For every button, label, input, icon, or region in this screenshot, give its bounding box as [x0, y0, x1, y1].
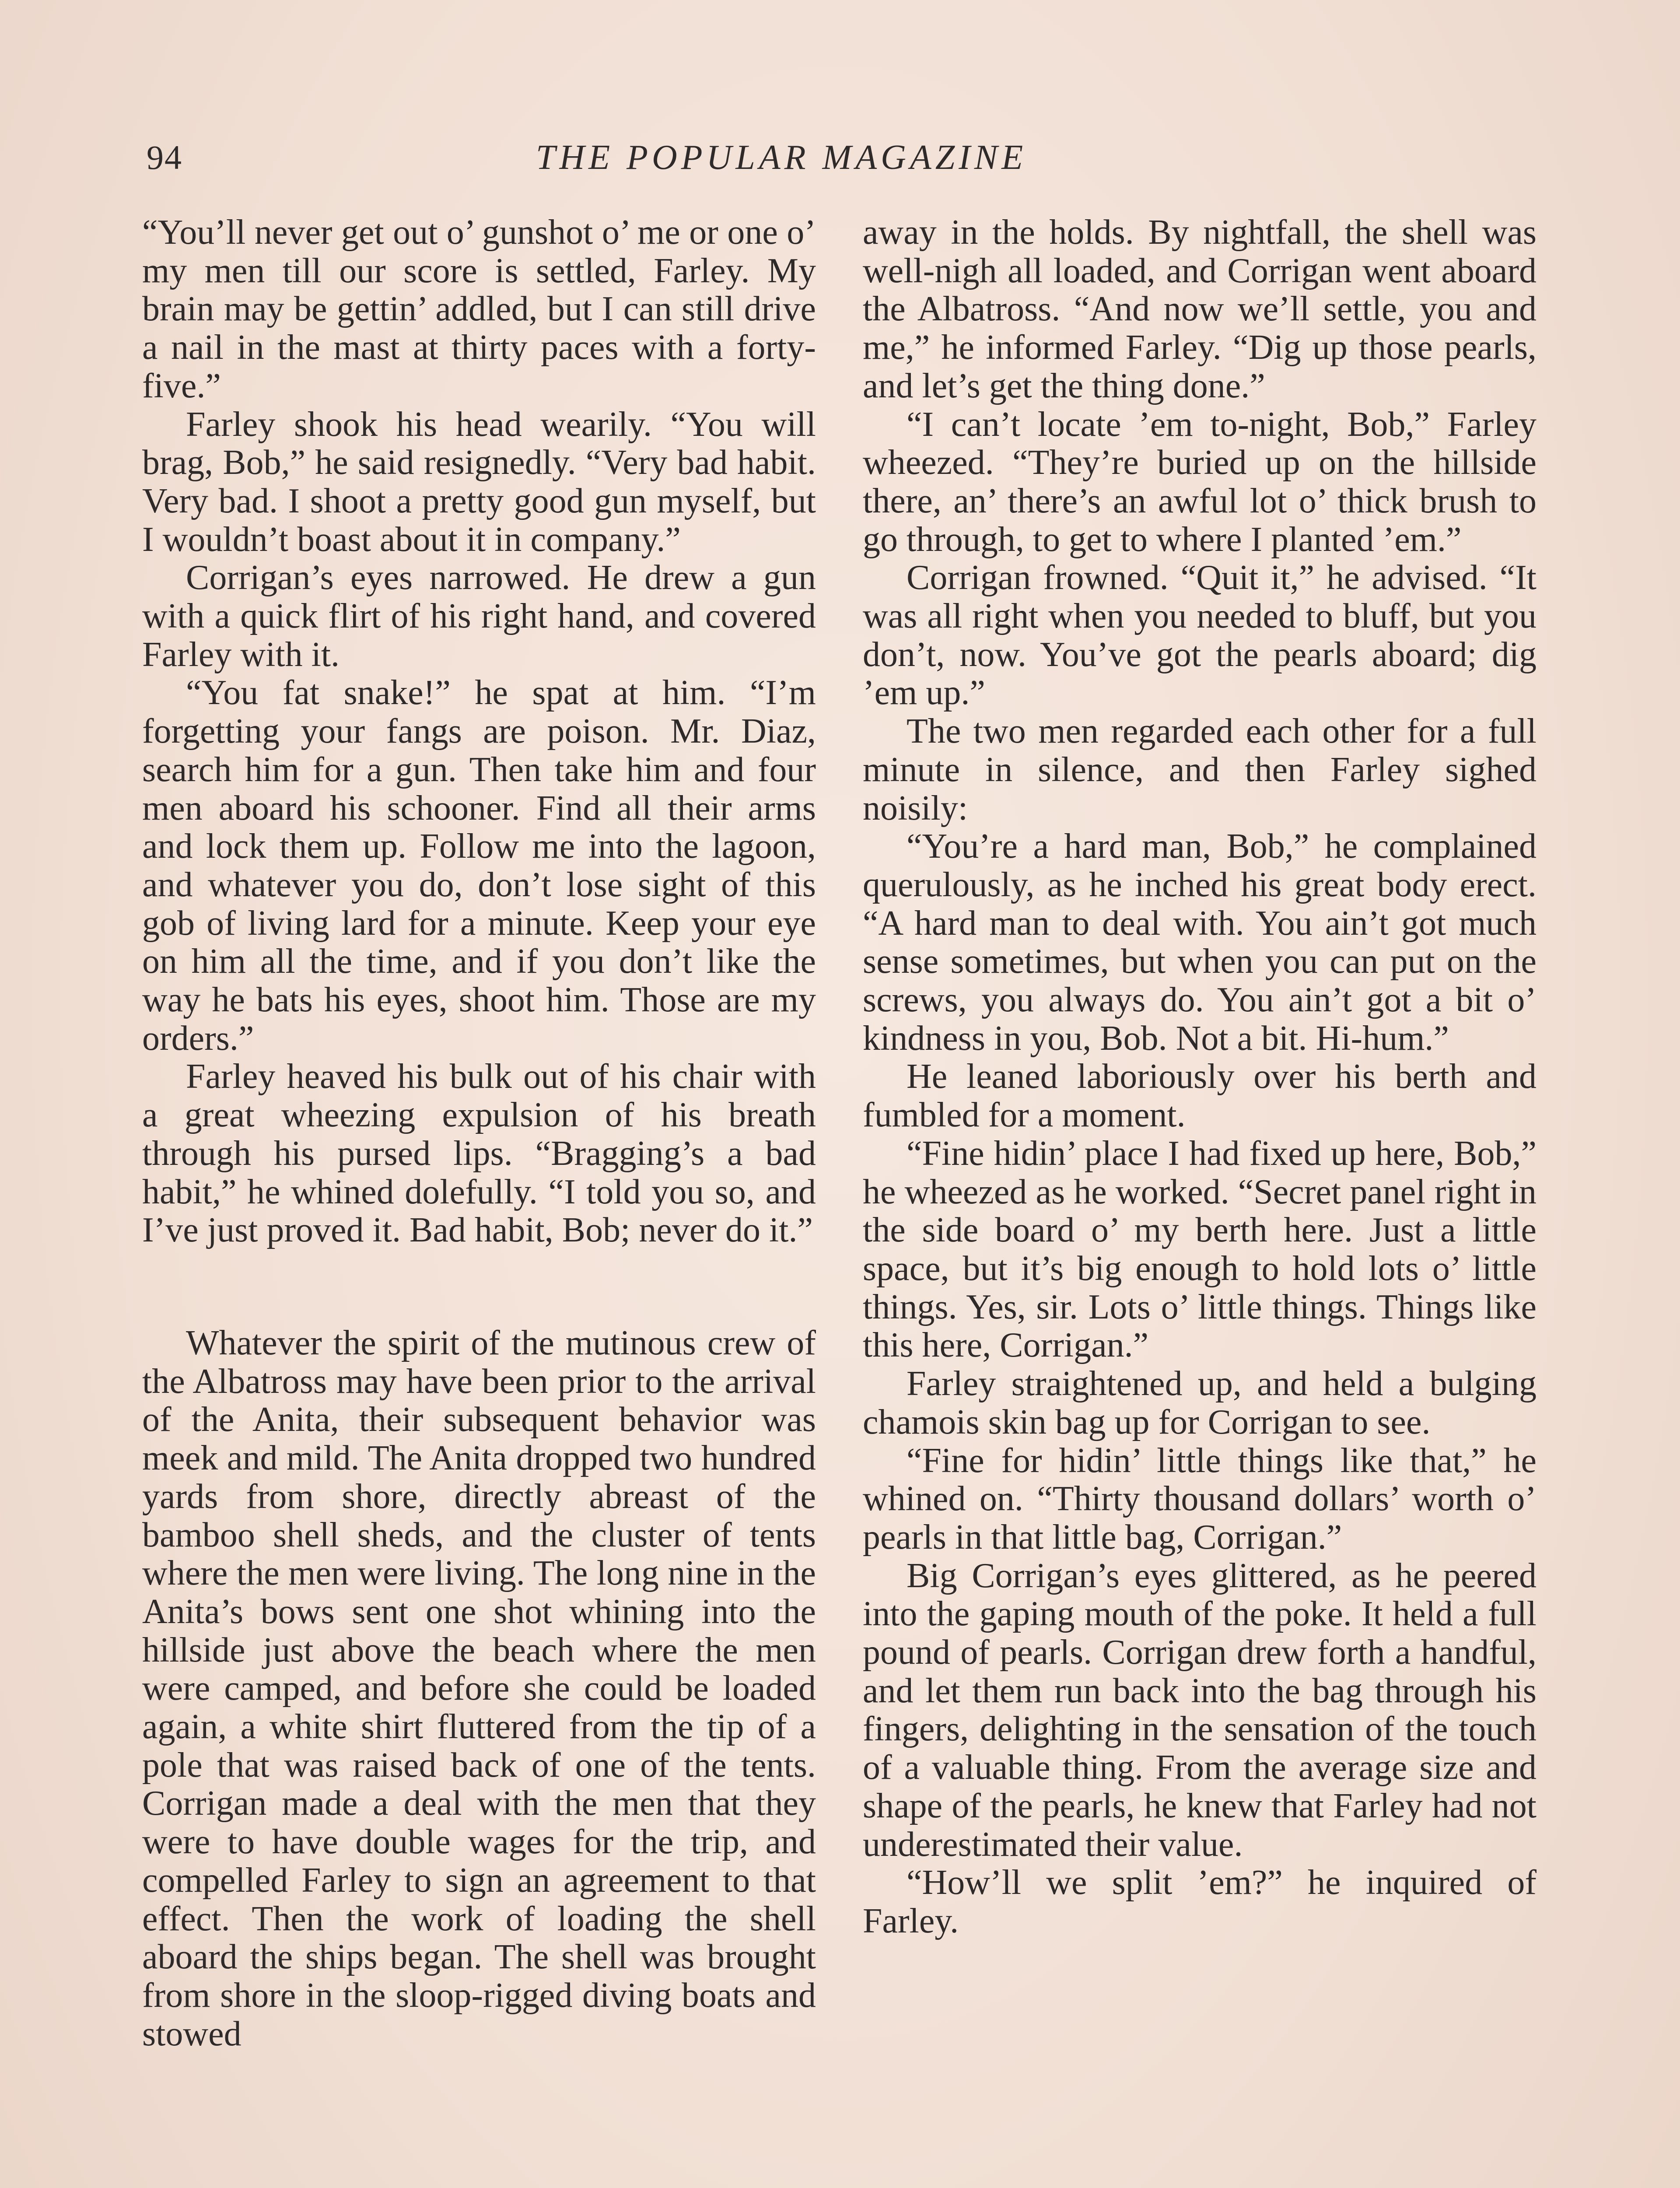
right-column — [863, 214, 1536, 1941]
left-column — [142, 214, 816, 2053]
page-number: 94 — [147, 138, 182, 176]
paragraph: “Fine for hidin’ little things like that,” he whined on. “Thirty thousand dollars’ worth o’ pearls in that little bag, Corrigan.” — [863, 1441, 1536, 1557]
paragraph: Corrigan’s eyes narrowed. He drew a gun with a quick flirt of his right hand, and covered Farley with it. — [142, 558, 816, 674]
paragraph: Big Corrigan’s eyes glittered, as he peered into the gaping mouth of the poke. It held a full pound of pearls. Corrigan drew forth a handful, and let them run back into the bag through his fingers, delighting in the sensation of the touch of a valuable thing. From the average size and shape of the pearls, he knew that Farley had not underestimated their value. — [863, 1556, 1536, 1864]
paragraph: “You fat snake!” he spat at him. “I’m forgetting your fangs are poison. Mr. Diaz, search him for a gun. Then take him and four men aboard his schooner. Find all their arms and lock them up. Follow me into the lagoon, and whatever you do, don’t lose sight of this gob of living lard for a minute. Keep your eye on him all the time, and if you don’t like the way he bats his eyes, shoot him. Those are my orders.” — [142, 673, 816, 1058]
paragraph: “You’ll never get out o’ gunshot o’ me or one o’ my men till our score is settled, Farley. My brain may be gettin’ addled, but I can still drive a nail in the mast at thirty paces with a forty-five.” — [142, 213, 816, 405]
paragraph: “I can’t locate ’em to-night, Bob,” Farley wheezed. “They’re buried up on the hillside there, an’ there’s an awful lot o’ thick brush to go through, to get to where I planted ’em.” — [863, 405, 1536, 559]
magazine-title: THE POPULAR MAGAZINE — [536, 138, 1027, 177]
paragraph: “Fine hidin’ place I had fixed up here, Bob,” he wheezed as he worked. “Secret panel right in the side board o’ my berth here. Just a little space, but it’s big enough to hold lots o’ little things. Yes, sir. Lots o’ little things. Things like this here, Corrigan.” — [863, 1134, 1536, 1365]
paragraph: “How’ll we split ’em?” he inquired of Farley. — [863, 1863, 1536, 1940]
paragraph: Farley straightened up, and held a bulging chamois skin bag up for Corrigan to see. — [863, 1364, 1536, 1441]
paragraph: He leaned laboriously over his berth and fumbled for a moment. — [863, 1057, 1536, 1135]
paragraph: Farley shook his head wearily. “You will brag, Bob,” he said resignedly. “Very bad habit. Very bad. I shoot a pretty good gun myself, but I wouldn’t boast about it in company.” — [142, 405, 816, 559]
paragraph: away in the holds. By nightfall, the shell was well-nigh all loaded, and Corrigan went aboard the Albatross. “And now we’ll settle, you and me,” he informed Farley. “Dig up those pearls, and let’s get the thing done.” — [863, 213, 1536, 405]
paragraph: Farley heaved his bulk out of his chair with a great wheezing expulsion of his breath through his pursed lips. “Bragging’s a bad habit,” he whined dolefully. “I told you so, and I’ve just proved it. Bad habit, Bob; never do it.” — [142, 1057, 816, 1250]
paragraph: Corrigan frowned. “Quit it,” he advised. “It was all right when you needed to bluff, but you don’t, now. You’ve got the pearls aboard; dig ’em up.” — [863, 558, 1536, 712]
paragraph: “You’re a hard man, Bob,” he complained querulously, as he inched his great body erect. “A hard man to deal with. You ain’t got much sense sometimes, but when you can put on the screws, you always do. You ain’t got a bit o’ kindness in you, Bob. Not a bit. Hi-hum.” — [863, 827, 1536, 1058]
page-header — [147, 131, 1547, 184]
paragraph: Whatever the spirit of the mutinous crew of the Albatross may have been prior to the arrival of the Anita, their subsequent behavior was meek and mild. The Anita dropped two hundred yards from shore, directly abreast of the bamboo shell sheds, and the cluster of tents where the men were living. The long nine in the Anita’s bows sent one shot whining into the hillside just above the beach where the men were camped, and before she could be loaded again, a white shirt fluttered from the tip of a pole that was raised back of one of the tents. Corrigan made a deal with the men that they were to have double wages for the trip, and compelled Farley to sign an agreement to that effect. Then the work of loading the shell aboard the ships began. The shell was brought from shore in the sloop-rigged diving boats and stowed — [142, 1323, 816, 2053]
paragraph: The two men regarded each other for a full minute in silence, and then Farley sighed noisily: — [863, 712, 1536, 828]
section-break — [142, 1250, 816, 1324]
